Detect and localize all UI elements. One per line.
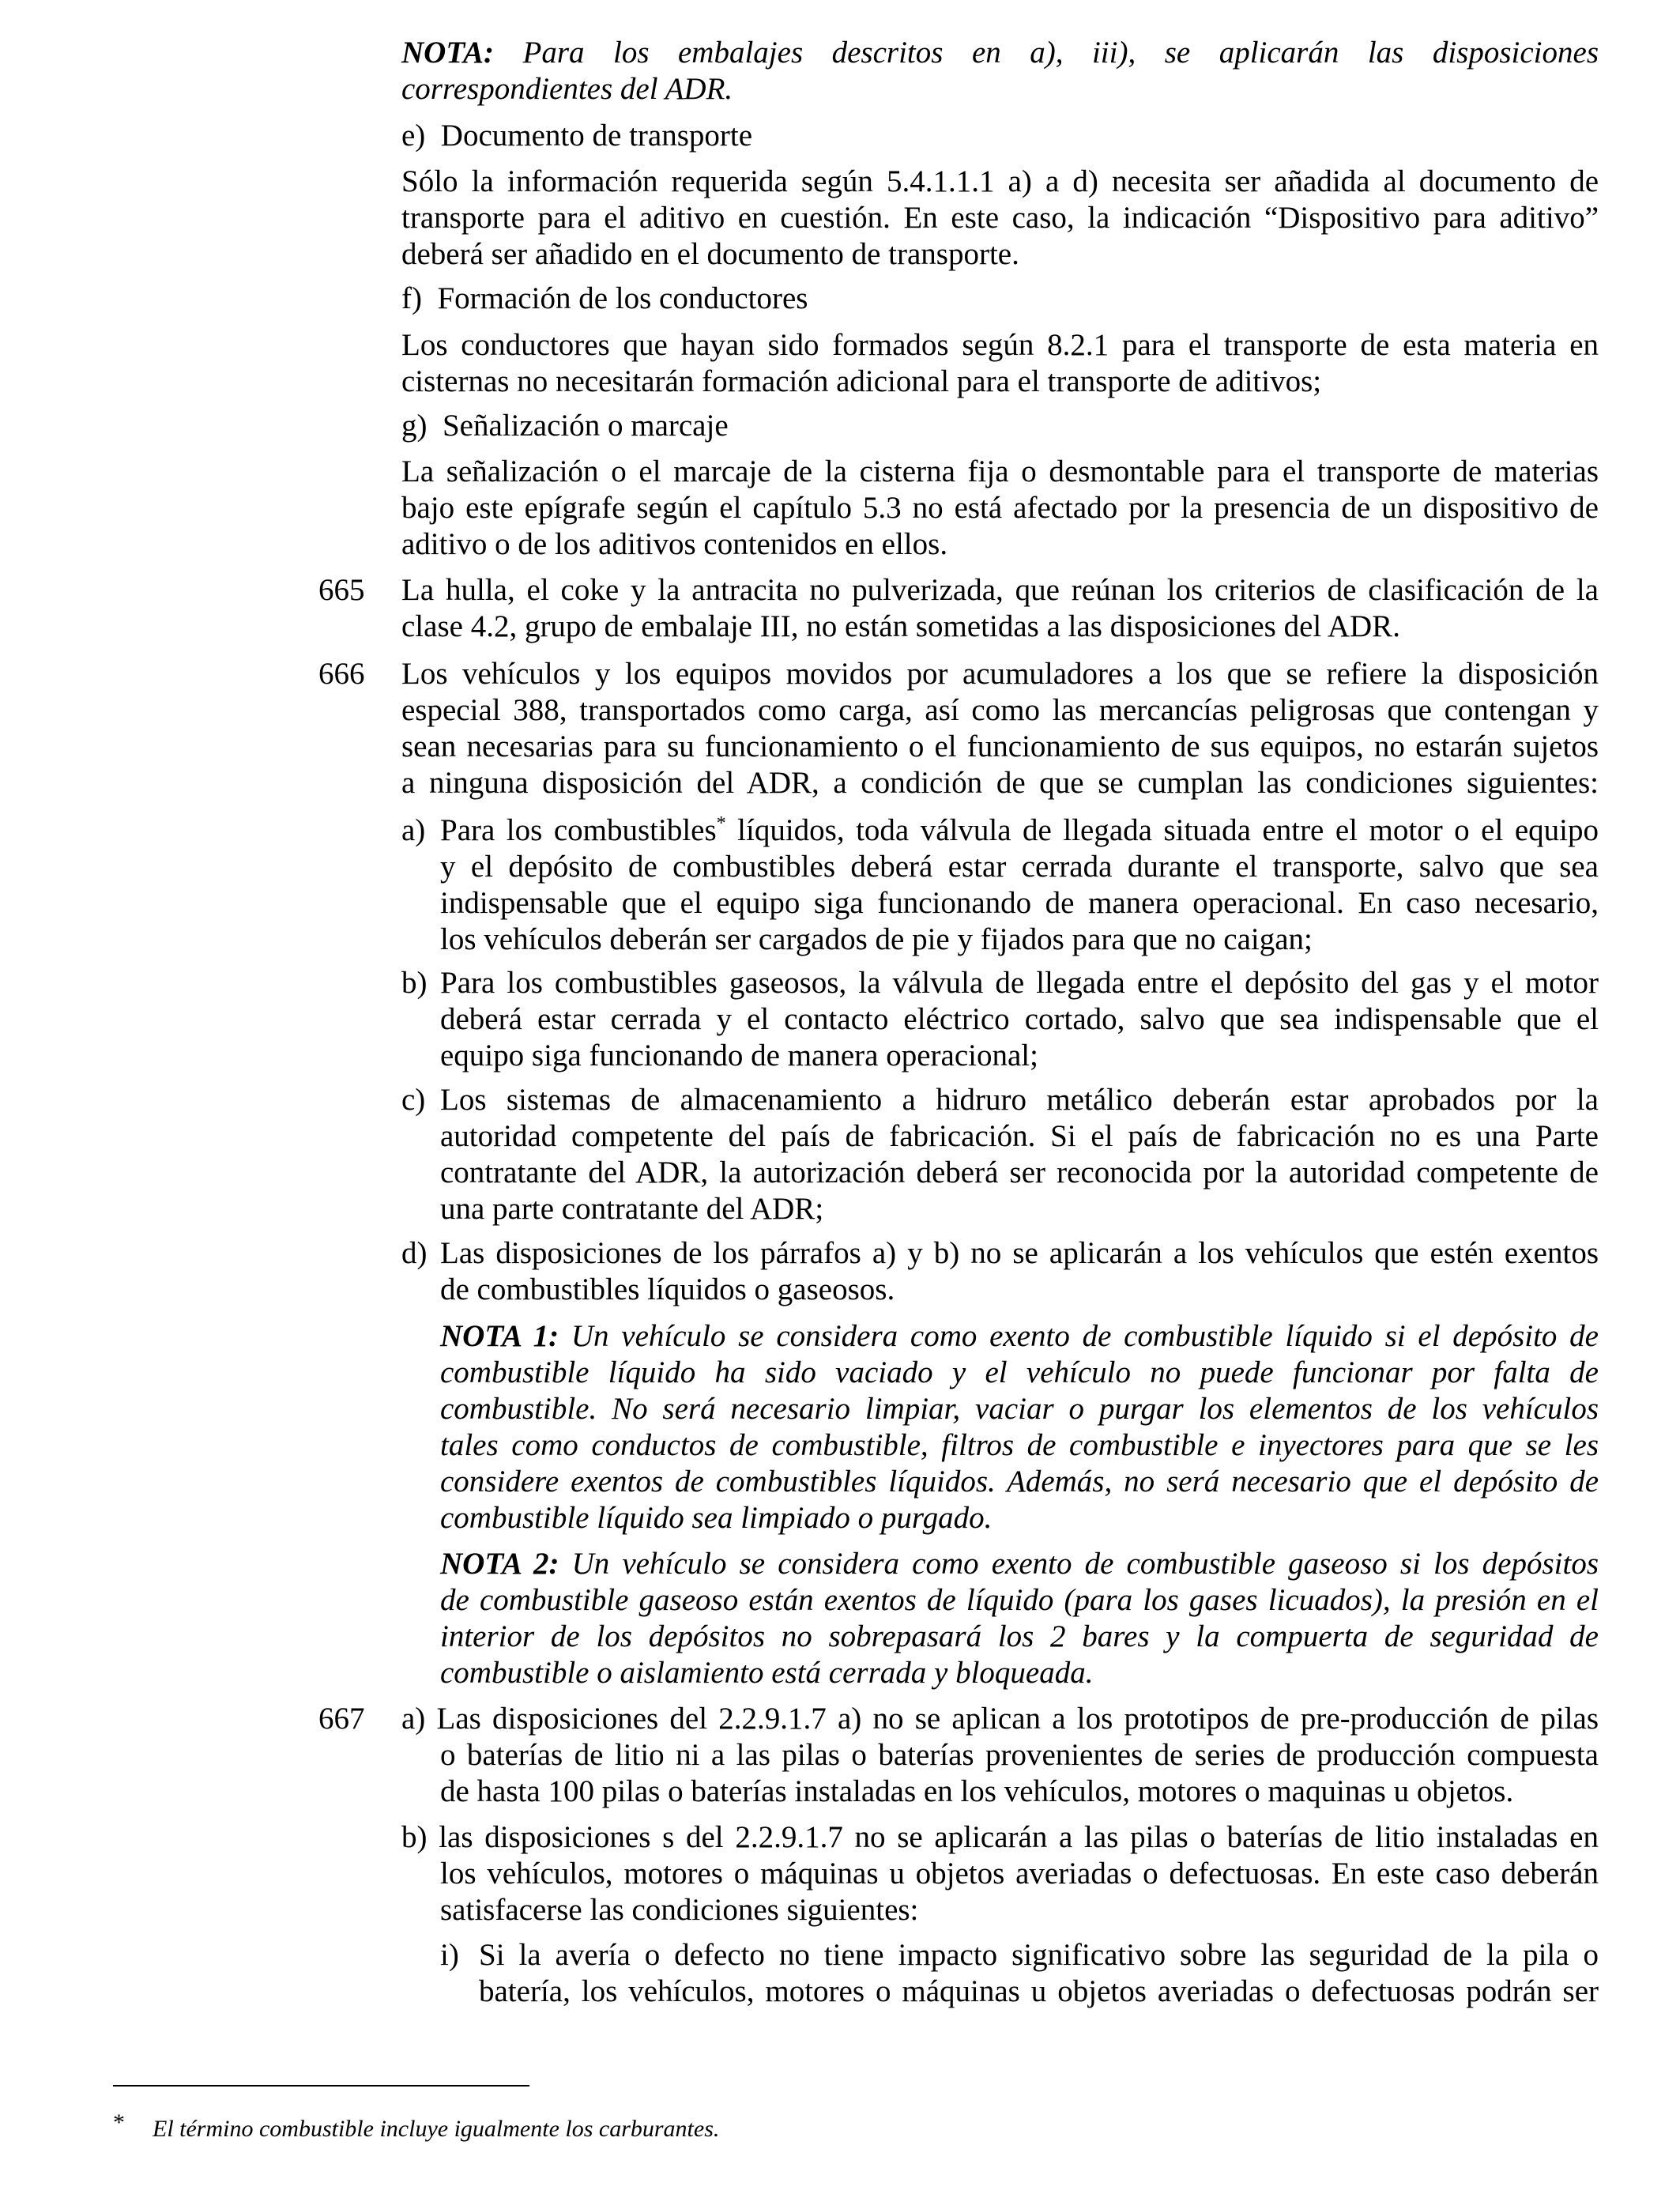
item-g-line: aditivo o de los aditivos contenidos en ellos. [401,527,948,561]
item-e-line: Sólo la información requerida según 5.4.1.1.1 a) a d) necesita ser añadida al documento de [401,164,1599,198]
provision-number: 666 [318,657,365,691]
item-666-c-line: autoridad competente del país de fabricación. Si el país de fabricación no es una Parte [440,1119,1599,1153]
item-667-a-line: a) Las disposiciones del 2.2.9.1.7 a) no se aplican a los prototipos de pre-producción de pilas [401,1702,1599,1736]
list-marker-i: i) [440,1938,459,1972]
provision-666-line: especial 388, transportados como carga, así como las mercancías peligrosas que contengan y [401,693,1599,727]
provision-number: 667 [318,1702,365,1736]
nota-2-line [440,1546,1599,1582]
item-e-line: transporte para el aditivo en cuestión. En este caso, la indicación “Dispositivo para aditivo” [401,201,1599,235]
item-666-d-line: Las disposiciones de los párrafos a) y b) no se aplicarán a los vehículos que estén exentos [440,1236,1599,1270]
item-667-b-line: satisfacerse las condiciones siguientes: [440,1893,919,1927]
footnote-separator [113,2085,529,2087]
footnote-text: El término combustible incluye igualmente los carburantes. [153,2116,720,2142]
nota-1-line: considere exentos de combustibles líquidos. Además, no será necesario que el depósito de [440,1465,1599,1498]
item-666-c-line: contratante del ADR, la autorización deberá ser reconocida por la autoridad competente de [440,1155,1599,1189]
item-666-d-line: de combustibles líquidos o gaseosos. [440,1272,895,1306]
nota-1-line: combustible. No será necesario limpiar, vaciar o purgar los elementos de los vehículos [440,1392,1599,1426]
item-667-a-line: de hasta 100 pilas o baterías instaladas en los vehículos, motores o maquinas u objetos. [440,1774,1514,1808]
provision-number: 665 [318,573,365,607]
item-e-heading: e) Documento de transporte [401,119,753,153]
item-666-a-line: y el depósito de combustibles deberá estar cerrada durante el transporte, salvo que sea [440,850,1599,884]
item-g-line: bajo este epígrafe según el capítulo 5.3 no está afectado por la presencia de un dispositivo de [401,491,1599,525]
nota-1-line: combustible líquido sea limpiado o purgado. [440,1501,993,1535]
provision-665-line: clase 4.2, grupo de embalaje III, no están sometidas a las disposiciones del ADR. [401,609,1400,643]
nota-1-line [440,1318,1599,1355]
item-667-b-line: b) las disposiciones s del 2.2.9.1.7 no se aplicarán a las pilas o baterías de litio instaladas en [401,1820,1599,1854]
nota-2-line: de combustible gaseoso están exentos de líquido (para los gases licuados), la presión en el [440,1583,1599,1617]
nota-label: NOTA: [401,36,494,70]
item-667-i-line: Si la avería o defecto no tiene impacto significativo sobre las seguridad de la pila o [479,1938,1599,1972]
provision-665-line: La hulla, el coke y la antracita no pulverizada, que reúnan los criterios de clasificación de la [401,573,1599,607]
item-666-b-line: deberá estar cerrada y el contacto eléctrico cortado, salvo que sea indispensable que el [440,1002,1599,1036]
list-marker-a: a) [401,813,426,847]
item-666-b-line: Para los combustibles gaseosos, la válvula de llegada entre el depósito del gas y el motor [440,966,1599,1000]
item-666-a-text: Para los combustibles [440,813,717,847]
item-667-a-line: o baterías de litio ni a las pilas o baterías provenientes de series de producción compuesta [440,1738,1599,1772]
list-marker-b: b) [401,966,428,1000]
nota-2-line: combustible o aislamiento está cerrada y bloqueada. [440,1656,1094,1690]
item-g-line: La señalización o el marcaje de la cisterna fija o desmontable para el transporte de materias [401,454,1599,488]
item-667-b-line: los vehículos, motores o máquinas u objetos averiadas o defectuosas. En este caso deberán [440,1857,1599,1891]
item-666-a-line: indispensable que el equipo siga funcionando de manera operacional. En caso necesario, [440,886,1599,920]
list-marker-c: c) [401,1083,426,1117]
nota-1-line: tales como conductos de combustible, filtros de combustible e inyectores para que se les [440,1428,1599,1462]
item-666-a-line: los vehículos deberán ser cargados de pie y fijados para que no caigan; [440,922,1313,956]
nota-line-2: correspondientes del ADR. [401,72,733,106]
item-666-c-line: una parte contratante del ADR; [440,1192,824,1226]
nota-text: Para los embalajes descritos en a), iii), se aplicarán las disposiciones [522,36,1599,70]
footnote-marker: * [113,2109,125,2136]
nota-1-text: Un vehículo se considera como exento de combustible líquido si el depósito de [571,1319,1599,1353]
nota-line-1 [401,35,1599,71]
nota-2-line: interior de los depósitos no sobrepasará los 2 bares y la compuerta de seguridad de [440,1619,1599,1653]
nota-1-label: NOTA 1: [440,1319,559,1353]
item-f-line: cisternas no necesitarán formación adicional para el transporte de aditivos; [401,364,1322,398]
nota-2-text: Un vehículo se considera como exento de combustible gaseoso si los depósitos [571,1547,1599,1581]
nota-1-line: combustible líquido ha sido vaciado y el vehículo no puede funcionar por falta de [440,1355,1599,1389]
item-666-c-line: Los sistemas de almacenamiento a hidruro metálico deberán estar aprobados por la [440,1083,1599,1117]
item-e-line: deberá ser añadido en el documento de transporte. [401,237,1019,271]
provision-666-line: sean necesarias para su funcionamiento o el funcionamiento de sus equipos, no estarán sujetos [401,729,1599,763]
footnote-reference: * [716,813,726,834]
item-f-line: Los conductores que hayan sido formados según 8.2.1 para el transporte de esta materia en [401,328,1599,362]
item-666-b-line: equipo siga funcionando de manera operacional; [440,1039,1038,1072]
provision-666-line: Los vehículos y los equipos movidos por acumuladores a los que se refiere la disposición [401,657,1599,691]
nota-2-label: NOTA 2: [440,1547,559,1581]
item-666-a-line [440,812,1599,849]
provision-666-line: a ninguna disposición del ADR, a condición de que se cumplan las condiciones siguientes: [401,766,1599,800]
list-marker-d: d) [401,1236,428,1270]
item-g-heading: g) Señalización o marcaje [401,409,729,443]
item-f-heading: f) Formación de los conductores [401,281,808,315]
item-666-a-text: líquidos, toda válvula de llegada situada entre el motor o el equipo [725,813,1599,847]
item-667-i-line: batería, los vehículos, motores o máquinas u objetos averiadas o defectuosas podrán ser [479,1974,1599,2008]
